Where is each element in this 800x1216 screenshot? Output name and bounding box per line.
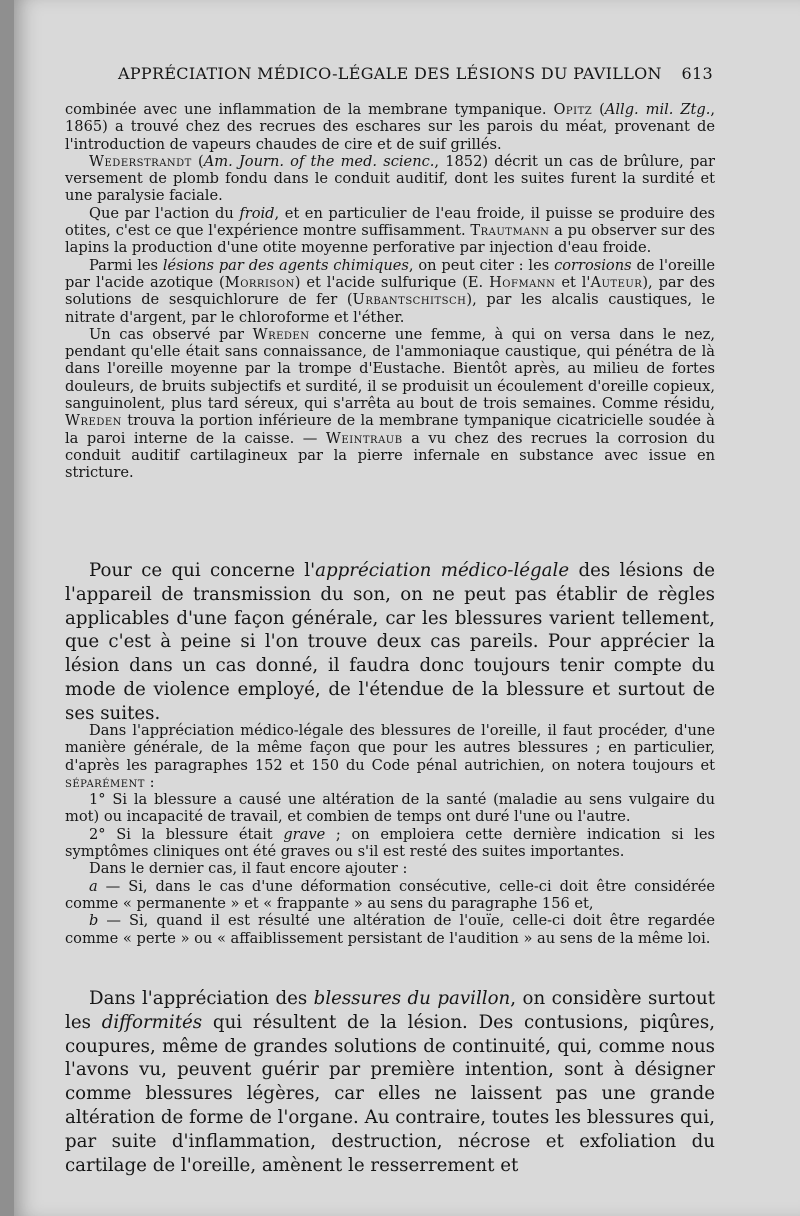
paragraph: combinée avec une inflammation de la membrane tympanique. Opitz (Allg. mil. Ztg., 1865) a trouvé chez des recrues des eschares sur les parois du méat, provenant de l'introduction de vapeurs chaudes de cire et de suif grillés. [65,101,715,153]
emphasis: grave [283,825,326,843]
author-name: Wreden [65,412,122,430]
emphasis: séparément [65,773,145,791]
section-lesions-chimiques [65,101,715,482]
author-name: Hofmann [489,273,556,291]
paragraph: 2° Si la blessure était grave ; on emploiera cette dernière indication si les symptômes cliniques ont été graves ou s'il est resté des suites importantes. [65,825,715,861]
emphasis: difformités [101,1011,203,1033]
paragraph: b — Si, quand il est résulté une altération de l'ouïe, celle-ci doit être regardée comme « perte » ou « affaiblissement persistant de l'audition » au sens de la même loi. [65,912,715,947]
emphasis: corrosions [554,256,632,274]
author-name: Auteur [590,273,643,291]
author-name: Morrison [224,273,295,291]
journal-title: Allg. mil. Ztg. [604,101,711,118]
emphasis: froid [239,204,275,222]
paragraph: Dans le dernier cas, il faut encore ajouter : [89,860,408,878]
list-letter: b [89,912,99,930]
author-name: Trautmann [470,222,550,240]
paragraph: Un cas observé par Wreden concerne une femme, à qui on versa dans le nez, pendant qu'elle était sans connaissance, de l'ammoniaque caustique, qui pénétra de là dans l'oreille moyenne par la trompe d'Eustache. Bientôt après, au milieu de fortes douleurs, de bruits subjectifs et surdité, il se produisit un écoulement d'oreille copieux, sanguinolent, plus tard séreux, qui s'arrêta au bout de trois semaines. Comme résidu, Wreden trouva la portion inférieure de la membrane tympanique cicatricielle soudée à la paroi interne de la caisse. — Weintraub a vu chez des recrues la corrosion du conduit auditif cartilagineux par la pierre infernale en substance avec issue en stricture. [65,325,715,482]
page-number: 613 [681,64,713,83]
author-name: Urbantschitsch [352,291,467,309]
emphasis: blessures du pavillon [313,988,511,1009]
paragraph: Dans l'appréciation des blessures du pavillon, on considère surtout les difformités qui résultent de la lésion. Des contusions, piqûres, coupures, même de grandes solutions de continuité, qui, comme nous l'avons vu, peuvent guérir par première intention, sont à désigner comme blessures légères, car elles ne laissent pas une grande altération de forme de l'organe. Au contraire, toutes les blessures qui, par suite d'inflammation, destruction, nécrose et exfoliation du cartilage de l'oreille, amènent le resserrement et [65,988,715,1176]
author-name: Opitz [553,101,593,118]
paragraph: Dans l'appréciation médico-légale des blessures de l'oreille, il faut procéder, d'une manière générale, de la même façon que pour les autres blessures ; en particulier, d'après les paragraphes 152 et 150 du Code pénal autrichien, on notera toujours et séparément : [65,722,715,791]
section-appreciation-intro [65,559,715,726]
section-regles-code-penal [65,722,715,947]
section-blessures-pavillon [65,987,715,1177]
running-title: APPRÉCIATION MÉDICO-LÉGALE DES LÉSIONS DU PAVILLON [118,64,662,83]
paragraph: Wederstrandt (Am. Journ. of the med. scienc., 1852) décrit un cas de brûlure, par versement de plomb fondu dans le conduit auditif, dont les suites furent la surdité et une paralysie faciale. [65,152,715,205]
author-name: Weintraub [325,429,403,447]
emphasis: lésions par des agents chimiques [162,256,409,274]
emphasis: appréciation médico-légale [315,560,570,581]
paragraph: Que par l'action du froid, et en particulier de l'eau froide, il puisse se produire des otites, c'est ce que l'expérience montre suffisamment. Trautmann a pu observer sur des lapins la production d'une otite moyenne perforative par injection d'eau froide. [65,204,715,257]
author-name: Wederstrandt [89,152,192,170]
paragraph: Pour ce qui concerne l'appréciation médico-légale des lésions de l'appareil de transmission du son, on ne peut pas établir de règles applicables d'une façon générale, car les blessures varient tellement, que c'est à peine si l'on trouve deux cas pareils. Pour apprécier la lésion dans un cas donné, il faudra donc toujours tenir compte du mode de violence employé, de l'étendue de la blessure et surtout de ses suites. [65,560,716,724]
list-letter: a [89,877,98,895]
paragraph: a — Si, dans le cas d'une déformation consécutive, celle-ci doit être considérée comme « permanente » et « frappante » au sens du paragraphe 156 et, [65,877,715,912]
paragraph: 1° Si la blessure a causé une altération de la santé (maladie au sens vulgaire du mot) ou incapacité de travail, et combien de temps ont duré l'une ou l'autre. [65,791,715,826]
journal-title: Am. Journ. of the med. scienc. [203,152,435,170]
author-name: Wreden [252,325,310,343]
paragraph: Parmi les lésions par des agents chimiques, on peut citer : les corrosions de l'oreille par l'acide azotique (Morrison) et l'acide sulfurique (E. Hofmann et l'Auteur), par des solutions de sesquichlorure de fer (Urbantschitsch), par les alcalis caustiques, le nitrate d'argent, par le chloroforme et l'éther. [65,256,716,326]
